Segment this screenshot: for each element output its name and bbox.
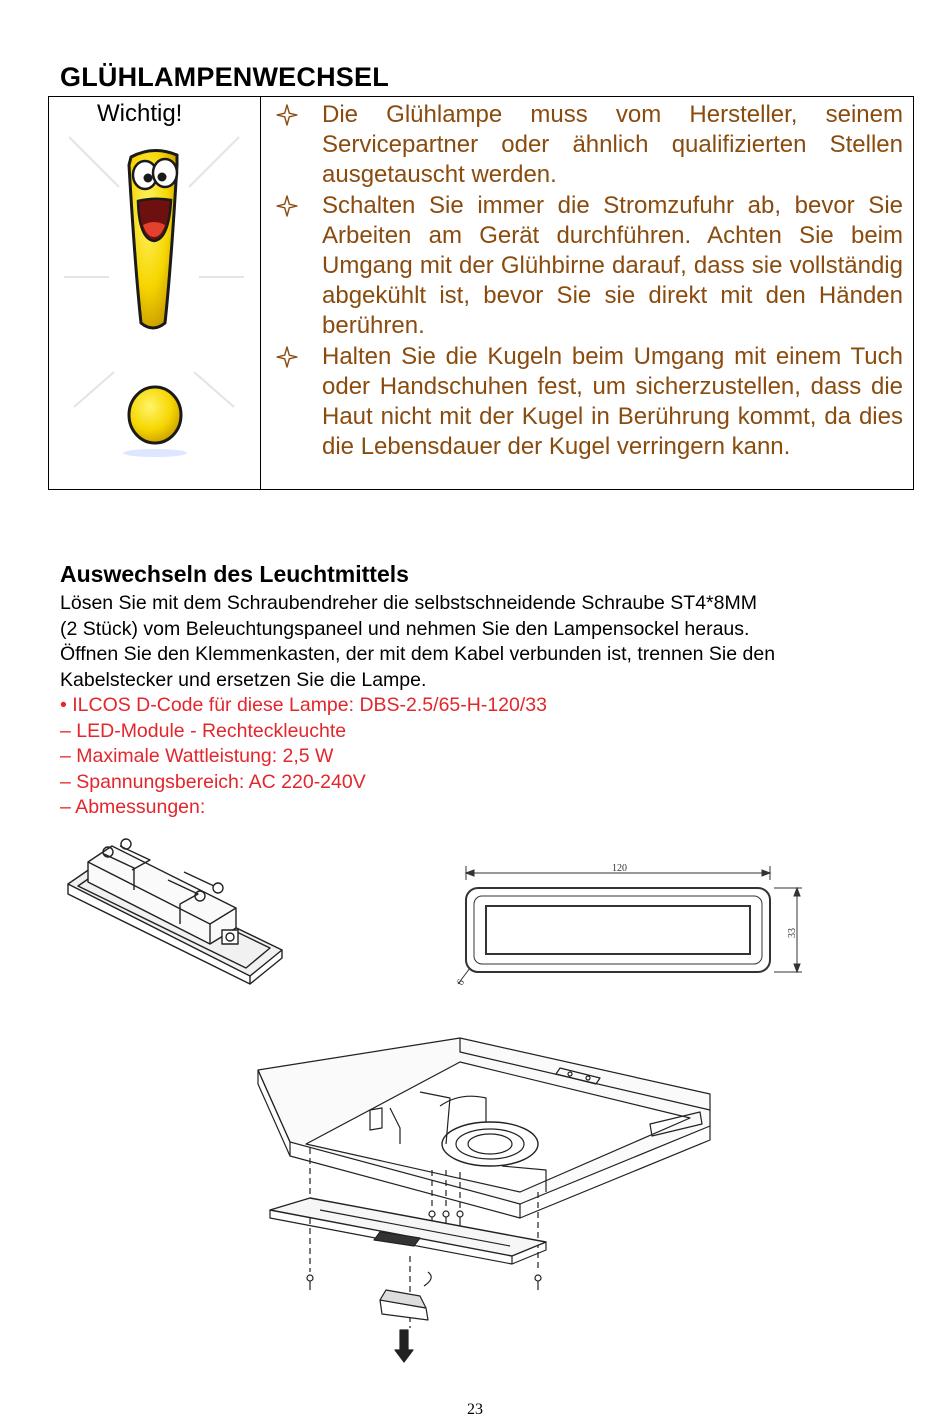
warning-label-cell — [49, 97, 261, 489]
warning-item — [273, 100, 903, 191]
spec-item: – LED-Module - Rechteckleuchte — [60, 719, 347, 742]
warning-label: Wichtig! — [97, 100, 183, 127]
paragraph-line: Kabelstecker und ersetzen Sie die Lampe. — [60, 668, 427, 691]
dimension-drawing — [452, 858, 810, 988]
height-dimension-label: 33 — [787, 928, 798, 938]
instruction-paragraph — [60, 591, 910, 693]
warning-item — [273, 191, 903, 342]
paragraph-line: (2 Stück) vom Beleuchtungspaneel und nehmen Sie den Lampensockel heraus. — [60, 617, 750, 640]
four-point-star-icon — [275, 100, 299, 130]
warning-item-text: Halten Sie die Kugeln beim Umgang mit einem Tuch oder Handschuhen fest, um sicherzustellen, dass die Haut nicht mit der Kugel in Berührung kommt, da dies die Lebensdauer der Kugel verringern kann. — [322, 342, 903, 461]
spec-item: – Spannungsbereich: AC 220-240V — [60, 770, 366, 793]
spec-item: – Maximale Wattleistung: 2,5 W — [60, 745, 334, 768]
page-title: GLÜHLAMPENWECHSEL — [60, 62, 389, 92]
four-point-star-icon — [275, 342, 299, 372]
warning-item — [273, 342, 903, 463]
warning-list — [273, 100, 903, 462]
spec-list — [60, 693, 547, 821]
section-title: Auswechseln des Leuchtmittels — [60, 561, 409, 587]
corner-dimension-label: 6 — [455, 977, 468, 988]
spec-item: • ILCOS D-Code für diese Lampe: DBS-2.5/65-H-120/33 — [60, 694, 547, 716]
width-dimension-label: 120 — [612, 863, 627, 874]
exclamation-mascot-icon — [59, 127, 249, 467]
four-point-star-icon — [275, 191, 299, 221]
warning-item-text: Die Glühlampe muss vom Hersteller, seinem Servicepartner oder ähnlich qualifizierten Stellen ausgetauscht werden. — [322, 101, 903, 189]
spec-item: – Abmessungen: — [60, 796, 206, 819]
paragraph-line: Öffnen Sie den Klemmenkasten, der mit dem Kabel verbunden ist, trennen Sie den — [60, 643, 776, 665]
led-module-illustration — [60, 832, 285, 987]
hood-assembly-illustration — [250, 1032, 720, 1372]
paragraph-line: Lösen Sie mit dem Schraubendreher die selbstschneidende Schraube ST4*8MM — [60, 592, 757, 614]
page-number: 23 — [467, 1401, 483, 1418]
warning-table — [48, 96, 914, 490]
warning-item-text: Schalten Sie immer die Stromzufuhr ab, bevor Sie Arbeiten am Gerät durchführen. Achten Sie beim Umgang mit der Glühbirne darauf, dass sie vollständig abgekühlt ist, bevor Sie sie direkt mit den Händen berühren. — [322, 191, 903, 340]
warning-text-cell — [261, 97, 913, 489]
